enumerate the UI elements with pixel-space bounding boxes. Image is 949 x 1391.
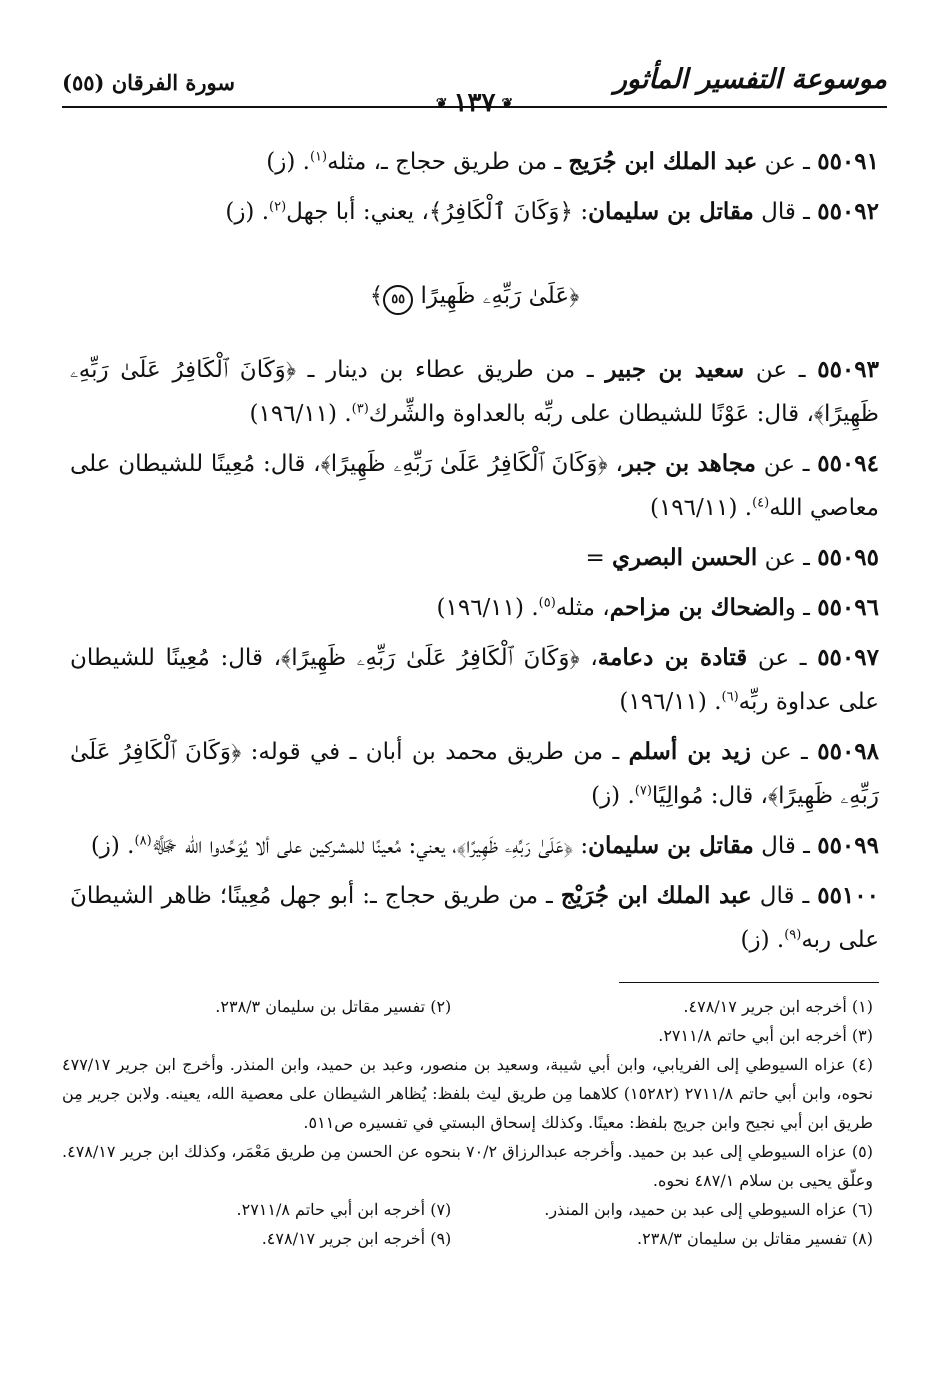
entry: ٥٥٠٩٥ ـ عن الحسن البصري = [585, 544, 879, 571]
verse-heading: ﴿عَلَىٰ رَبِّهِۦ ظَهِيرًا ٥٥﴾ [70, 274, 879, 318]
footnote-ref: (٦) [721, 689, 739, 705]
page-number-line [430, 88, 519, 118]
entry: ٥٥٠٩٢ ـ قال مقاتل بن سليمان: ﴿وَكَانَ ٱلْكَافِرُ﴾، يعني: أبا جهل$^{(٢)}$. (ز) [225, 198, 879, 225]
ayah-number: ٥٥ [383, 285, 413, 315]
footnote-9: (٩) أخرجه ابن جرير ٤٧٨/١٧. [261, 1229, 452, 1248]
page-header [62, 60, 887, 116]
footnote-row [62, 1195, 873, 1224]
footnote-ref: (١) [309, 149, 328, 165]
footnote-5: (٥) عزاه السيوطي إلى عبد بن حميد. وأخرجه عبدالرزاق ٧٠/٢ بنحوه عن الحسن مِن طريق مَعْمَر، وكذلك ابن جرير ٤٧٨/١٧. وعلّق يحيى بن سلام ٤٨٧/١ نحوه. [62, 1142, 874, 1190]
footnote-ref: (٢) [269, 199, 287, 215]
entry: ٥٥١٠٠ ـ قال عبد الملك ابن جُرَيْج ـ من طريق حجاج ـ: أبو جهل مُعِينًا؛ ظاهر الشيطانَ على ربه$^{(٩)}$. (ز) [70, 882, 879, 953]
footnote-4: (٤) عزاه السيوطي إلى الفريابي، وابن أبي شيبة، وسعيد بن منصور، وعبد بن حميد، وابن المنذر. وأخرج ابن جرير ٤٧٧/١٧ نحوه، وابن أبي حاتم ٢٧١١/٨ (١٥٢٨٢) كلاهما مِن طريق ليث بلفظ: يُظاهر الشيطان على معصية الله، يعينه. ولابن جرير مِن طريق ابن أبي نجيح وابن جريج بلفظ: معينًا. وكذلك إسحاق البستي في تفسيره ص٥١١. [62, 1055, 874, 1132]
entry: ٥٥٠٩٣ ـ عن سعيد بن جبير ـ من طريق عطاء بن دينار ـ ﴿وَكَانَ ٱلْكَافِرُ عَلَىٰ رَبِّهِۦ ظَهِيرًا﴾، قال: عَوْنًا للشيطان على ربِّه بالعداوة والشِّرك$^{(٣)}$. (١٩٦/١١) [70, 356, 879, 427]
footnote-7: (٧) أخرجه ابن أبي حاتم ٢٧١١/٨. [236, 1200, 452, 1219]
footnote-8: (٨) تفسير مقاتل بن سليمان ٢٣٨/٣. [637, 1229, 873, 1248]
footnote-ref: (٤) [752, 495, 770, 511]
footnote-ref: (٩) [784, 927, 802, 943]
footnote-3: (٣) أخرجه ابن أبي حاتم ٢٧١١/٨. [658, 1026, 873, 1045]
footnote-6: (٦) عزاه السيوطي إلى عبد بن حميد، وابن المنذر. [544, 1200, 873, 1219]
main-text [70, 140, 879, 968]
surah-title: سورة الفرقان (٥٥) [62, 70, 235, 95]
footnote-row [62, 992, 873, 1021]
book-title: موسوعة التفسير المأثور [613, 64, 887, 95]
ornament-icon: ❦ [501, 96, 514, 112]
footnote-1: (١) أخرجه ابن جرير ٤٧٨/١٧. [683, 997, 873, 1016]
entry: ٥٥٠٩٤ ـ عن مجاهد بن جبر، ﴿وَكَانَ ٱلْكَافِرُ عَلَىٰ رَبِّهِۦ ظَهِيرًا﴾، قال: مُعِينًا للشيطان على معاصي الله$^{(٤)}$. (١٩٦/١١) [70, 450, 879, 521]
footnote-ref: (٧) [634, 783, 652, 799]
footnote-ref: (٥) [538, 595, 556, 611]
entry: ٥٥٠٩٨ ـ عن زيد بن أسلم ـ من طريق محمد بن أبان ـ في قوله: ﴿وَكَانَ ٱلْكَافِرُ عَلَىٰ رَبِّهِۦ ظَهِيرًا﴾، قال: مُوالِيًا$^{(٧)}$. (ز) [70, 738, 880, 809]
footnote-ref: (٣) [351, 401, 369, 417]
footnotes [62, 992, 873, 1253]
page-number: ١٣٧ [453, 88, 496, 118]
entry: ٥٥٠٩٩ ـ قال مقاتل بن سليمان: ﴿عَلَىٰ رَبِّهِۦ ظَهِيرًا﴾، يعني: مُعينًا للمشركين على ألا يُوَحِّدوا الله ﷻ$^{(٨)}$. (ز) [90, 832, 879, 859]
header-rule [62, 106, 887, 108]
footnote-rule [619, 982, 879, 983]
entry: ٥٥٠٩٦ ـ والضحاك بن مزاحم، مثله$^{(٥)}$. (١٩٦/١١) [436, 594, 879, 621]
footnote-ref: (٨) [134, 833, 152, 849]
ornament-icon: ❦ [435, 96, 448, 112]
footnote-2: (٢) تفسير مقاتل بن سليمان ٢٣٨/٣. [215, 997, 452, 1016]
footnote-row [62, 1224, 873, 1253]
entry: ٥٥٠٩١ ـ عن عبد الملك ابن جُرَيج ـ من طريق حجاج ـ، مثله$^{(١)}$. (ز) [266, 148, 879, 175]
entry: ٥٥٠٩٧ ـ عن قتادة بن دعامة، ﴿وَكَانَ ٱلْكَافِرُ عَلَىٰ رَبِّهِۦ ظَهِيرًا﴾، قال: مُعِينًا للشيطان على عداوة ربِّه$^{(٦)}$. (١٩٦/١١) [70, 644, 879, 715]
